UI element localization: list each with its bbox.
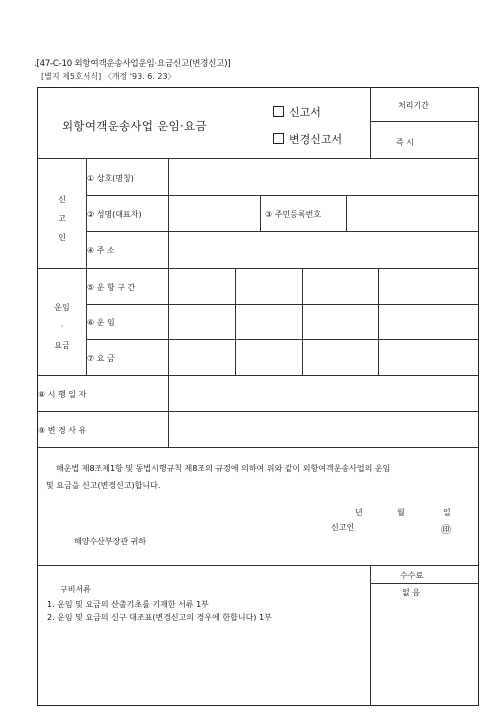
divider-row-1	[86, 195, 479, 196]
applicant-section-label: 신 고 인	[58, 195, 66, 242]
divider-title-bottom	[37, 158, 479, 159]
resident-number-label: ③ 주민등록번호	[265, 210, 322, 219]
change-report-checkbox[interactable]	[273, 133, 284, 144]
applicant-signature-label: 신고인	[331, 523, 355, 532]
divider-reason-bottom	[37, 447, 479, 448]
divider-fare-col-1	[235, 268, 236, 375]
change-reason-label: ⑨ 변 경 사 유	[38, 426, 87, 435]
document-item-2: 2. 운임 및 요금의 신구 대조표(변경신고의 경우에 한합니다) 1부	[47, 613, 272, 622]
divider-row-5	[86, 304, 479, 305]
divider-fare-col-2	[302, 268, 303, 375]
date-day-label: 일	[443, 508, 451, 517]
divider-fee-left	[370, 565, 371, 706]
form-reference: [별지 제5호서식] 〈개정 '93. 6. 23〉	[41, 72, 176, 81]
processing-period-label: 처리기간	[398, 101, 429, 110]
representative-field[interactable]	[170, 198, 258, 228]
company-name-label: ① 상호(명칭)	[87, 174, 134, 183]
divider-effective-bottom	[37, 411, 479, 412]
declaration-line-1: 해운법 제8조제1항 및 동법시행규칙 제8조의 규정에 의하여 위와 같이 외항여객운송사업의 운임	[56, 464, 391, 473]
document-item-1: 1. 운임 및 요금의 산출기초를 기재한 서류 1부	[47, 600, 209, 609]
divider-row-2	[86, 231, 479, 232]
addressee: 해양수산부장관 귀하	[74, 537, 147, 546]
divider-resident-right	[346, 195, 347, 231]
divider-declaration-bottom	[37, 565, 479, 566]
resident-number-field[interactable]	[348, 198, 476, 228]
fee-label: 수수료	[400, 571, 424, 580]
divider-processing-left	[370, 87, 371, 158]
divider-fare-col-3	[378, 268, 379, 375]
effective-date-label: ⑧ 시 행 일 자	[38, 390, 87, 399]
form-code: .[47-C-10 외항여객운송사업운임·요금신고(변경신고)]	[34, 59, 231, 69]
declaration-text	[46, 460, 474, 494]
date-year-label: 년	[355, 508, 363, 517]
divider-fee	[370, 583, 479, 584]
processing-period-value: 즉 시	[396, 138, 414, 147]
declaration-line-2: 및 요금을 신고(변경신고)합니다.	[46, 481, 161, 490]
effective-date-field[interactable]	[170, 378, 476, 408]
seal-mark: ㊞	[441, 525, 451, 536]
company-name-field[interactable]	[170, 162, 476, 192]
date-month-label: 월	[397, 508, 405, 517]
documents-heading: 구비서류	[60, 585, 91, 594]
address-label: ④ 주 소	[87, 246, 115, 255]
divider-row-6	[86, 339, 479, 340]
representative-label: ② 성명(대표자)	[87, 210, 142, 219]
divider-processing	[370, 121, 479, 122]
divider-field-labels	[168, 158, 169, 447]
charge-label: ⑦ 요 금	[87, 354, 115, 363]
fare-section-label: 운임 · 요금	[54, 303, 70, 350]
divider-fare-bottom	[37, 375, 479, 376]
option-report[interactable]	[273, 104, 321, 120]
fare-label: ⑥ 운 임	[87, 318, 115, 327]
option-change-report[interactable]	[273, 131, 342, 147]
option-change-report-label: 변경신고서	[289, 133, 343, 146]
route-label: ⑤ 운 항 구 간	[87, 283, 136, 292]
divider-section-labels	[86, 158, 87, 375]
option-report-label: 신고서	[289, 106, 321, 119]
divider-applicant-bottom	[37, 268, 479, 269]
fee-value: 없 음	[402, 588, 420, 597]
change-reason-field[interactable]	[170, 414, 476, 444]
address-field[interactable]	[170, 234, 476, 264]
divider-resident-left	[260, 195, 261, 231]
form-title: 외항여객운송사업 운임·요금	[62, 119, 207, 133]
report-checkbox[interactable]	[273, 106, 284, 117]
